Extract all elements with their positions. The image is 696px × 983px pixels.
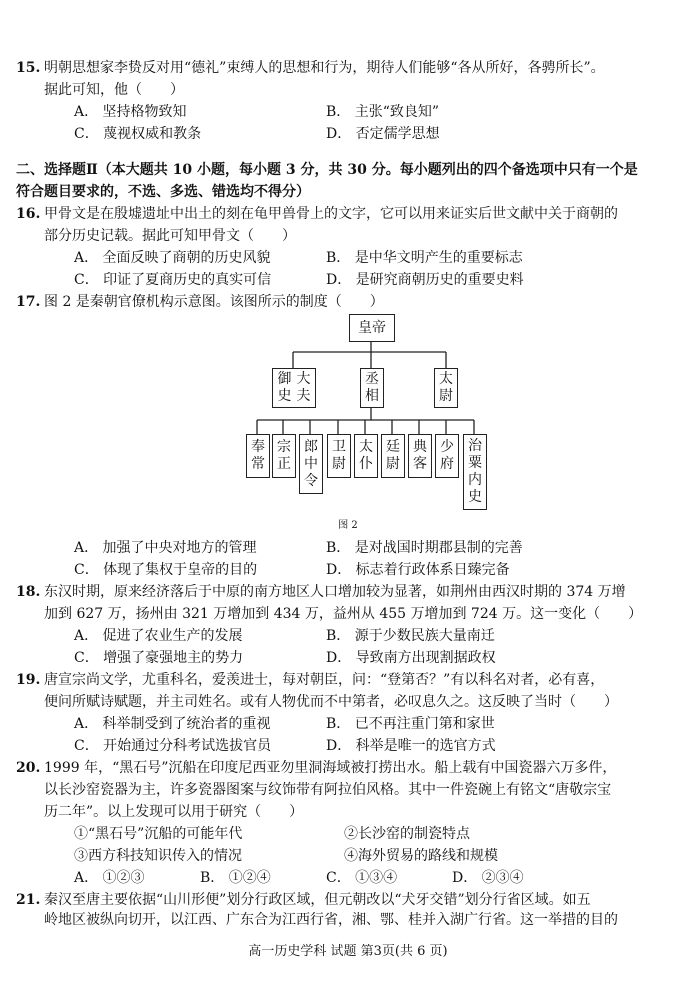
q20-option-c: C． ①③④ xyxy=(326,870,398,886)
q16-option-a: A． 全面反映了商朝的历史风貌 xyxy=(74,250,271,266)
minister-box: 治粟内史 xyxy=(463,434,487,510)
q21-number: 21. xyxy=(16,892,41,908)
q17-option-c: C． 体现了集权于皇帝的目的 xyxy=(74,562,258,578)
q19-option-d: D． 科举是唯一的选官方式 xyxy=(326,738,496,754)
minister-box: 奉常 xyxy=(246,434,270,478)
q19-option-c: C． 开始通过分科考试选拔官员 xyxy=(74,738,272,754)
q16-option-d: D． 是研究商朝历史的重要史料 xyxy=(326,272,524,288)
q16-number: 16. xyxy=(16,206,41,222)
q19-option-a: A． 科举制受到了统治者的重视 xyxy=(74,716,271,732)
emperor-box: 皇帝 xyxy=(349,314,395,342)
q20-stem-line2: 以长沙窑瓷器为主，许多瓷器图案与纹饰带有阿拉伯风格。其中一件瓷碗上有铭文“唐敬宗宝 xyxy=(44,782,612,798)
q17-option-b: B． 是对战国时期郡县制的完善 xyxy=(326,540,523,556)
q20-item-1: ①“黑石号”沉船的可能年代 xyxy=(74,826,243,842)
minister-box: 宗正 xyxy=(272,434,296,478)
imperial-censor-box: 御史 大夫 xyxy=(272,368,316,408)
q17-stem: 图 2 是秦朝官僚机构示意图。该图所示的制度（ ） xyxy=(44,294,384,310)
section2-heading-line1: 二、选择题Ⅱ（本大题共 10 小题，每小题 3 分，共 30 分。每小题列出的四个备选项中只有一个是 xyxy=(16,162,638,178)
figure-caption: 图 2 xyxy=(338,520,358,531)
q17-option-d: D． 标志着行政体系日臻完备 xyxy=(326,562,510,578)
q15-option-b: B． 主张“致良知” xyxy=(326,104,440,120)
q19-stem-line1: 唐宣宗尚文学，尤重科名，爱羡进士，每对朝臣，问：“登第否？”有以科名对者，必有喜， xyxy=(44,672,605,688)
q19-number: 19. xyxy=(16,672,41,688)
section2-heading-line2: 符合题目要求的，不选、多选、错选均不得分） xyxy=(16,184,310,200)
q20-option-d: D． ②③④ xyxy=(452,870,524,886)
q16-stem-line2: 部分历史记载。据此可知甲骨文（ ） xyxy=(44,228,296,244)
q16-option-b: B． 是中华文明产生的重要标志 xyxy=(326,250,523,266)
q17-number: 17. xyxy=(16,294,41,310)
chancellor-box: 丞相 xyxy=(360,368,384,408)
q18-stem-line1: 东汉时期，原来经济落后于中原的南方地区人口增加较为显著，如荆州由西汉时期的 374 万增 xyxy=(44,584,626,600)
q18-option-b: B． 源于少数民族大量南迁 xyxy=(326,628,495,644)
minister-box: 太仆 xyxy=(354,434,378,478)
minister-box: 卫尉 xyxy=(327,434,351,478)
q21-stem-line1: 秦汉至唐主要依据“山川形便”划分行政区域，但元朝改以“犬牙交错”划分行省区域。如五 xyxy=(44,892,591,908)
page-footer: 高一历史学科 试题 第3页(共 6 页) xyxy=(248,944,448,959)
q18-number: 18. xyxy=(16,584,41,600)
q20-number: 20. xyxy=(16,760,41,776)
q18-option-d: D． 导致南方出现割据政权 xyxy=(326,650,496,666)
q15-option-d: D． 否定儒学思想 xyxy=(326,126,440,142)
q19-stem-line2: 便问所赋诗赋题，并主司姓名。或有人物优而不中第者，必叹息久之。这反映了当时（ ） xyxy=(44,694,618,710)
q16-option-c: C． 印证了夏商历史的真实可信 xyxy=(74,272,272,288)
q20-item-2: ②长沙窑的制瓷特点 xyxy=(344,826,470,842)
q19-option-b: B． 已不再注重门第和家世 xyxy=(326,716,495,732)
q15-option-a: A． 坚持格物致知 xyxy=(74,104,187,120)
q15-option-c: C． 蔑视权威和教条 xyxy=(74,126,202,142)
q20-item-4: ④海外贸易的路线和规模 xyxy=(344,848,498,864)
q15-stem-line2: 据此可知，他（ ） xyxy=(44,82,184,98)
minister-box: 少府 xyxy=(435,434,459,478)
q16-stem-line1: 甲骨文是在殷墟遗址中出土的刻在龟甲兽骨上的文字，它可以用来证实后世文献中关于商朝的 xyxy=(44,206,618,222)
q15-stem-line1: 明朝思想家李贽反对用“德礼”束缚人的思想和行为，期待人们能够“各从所好，各骋所长”。 xyxy=(44,60,605,76)
q20-option-a: A． ①②③ xyxy=(74,870,145,886)
q18-option-a: A． 促进了农业生产的发展 xyxy=(74,628,243,644)
q20-stem-line1: 1999 年，“黑石号”沉船在印度尼西亚勿里洞海域被打捞出水。船上载有中国瓷器六万多件， xyxy=(44,760,617,776)
q20-item-3: ③西方科技知识传入的情况 xyxy=(74,848,242,864)
q21-stem-line2: 岭地区被纵向切开，以江西、广东合为江西行省，湘、鄂、桂并入湖广行省。这一举措的目的 xyxy=(44,912,618,928)
minister-box: 郎中令 xyxy=(299,434,323,494)
q18-stem-line2: 加到 627 万，扬州由 321 万增加到 434 万，益州从 455 万增加到 724 万。这一变化（ ） xyxy=(44,606,643,622)
q20-stem-line3: 历二年”。以上发现可以用于研究（ ） xyxy=(44,804,304,820)
grand-commandant-box: 太尉 xyxy=(434,368,458,408)
q20-option-b: B． ①②④ xyxy=(200,870,271,886)
q17-option-a: A． 加强了中央对地方的管理 xyxy=(74,540,257,556)
minister-box: 典客 xyxy=(408,434,432,478)
q18-option-c: C． 增强了豪强地主的势力 xyxy=(74,650,244,666)
minister-box: 廷尉 xyxy=(381,434,405,478)
q15-number: 15. xyxy=(16,60,41,76)
